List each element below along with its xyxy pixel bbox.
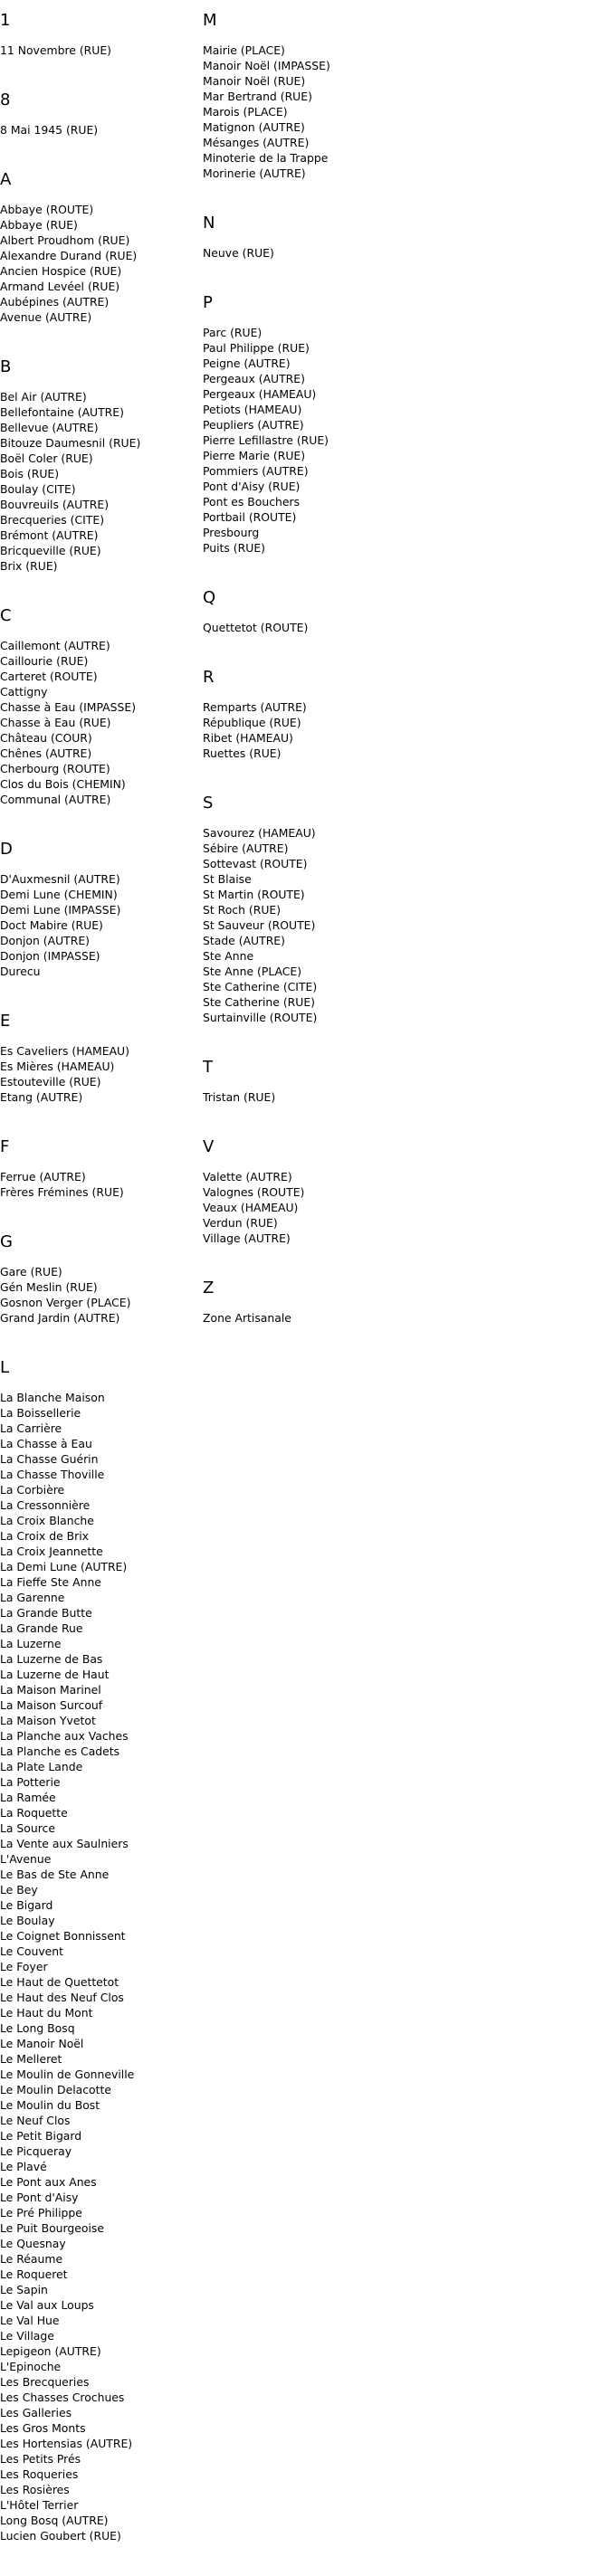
street-name: Es Caveliers (HAMEAU) — [0, 1044, 129, 1058]
street-name: Bricqueville (RUE) — [0, 544, 101, 557]
street-list — [203, 1310, 402, 1326]
letter-group-b — [0, 357, 195, 574]
street-name: Brémont (AUTRE) — [0, 528, 99, 542]
street-name: Albert Proudhom (RUE) — [0, 233, 130, 247]
street-name: Ancien Hospice (RUE) — [0, 264, 122, 278]
street-name: Brecqueries (CITE) — [0, 513, 105, 527]
street-name: Bois (RUE) — [0, 467, 60, 480]
letter-group-r — [203, 668, 402, 761]
street-name: Bellevue (AUTRE) — [0, 421, 99, 434]
street-name: Le Haut du Mont — [0, 2006, 93, 2020]
street-name: La Grande Butte — [0, 1606, 92, 1620]
street-list — [0, 871, 195, 979]
street-name: Ste Anne (PLACE) — [203, 965, 302, 978]
street-name: Surtainville (ROUTE) — [203, 1011, 318, 1024]
street-name: Le Petit Bigard — [0, 2129, 82, 2143]
street-name: Sottevast (ROUTE) — [203, 857, 308, 870]
street-name: Les Roqueries — [0, 2467, 79, 2481]
street-list — [0, 202, 195, 325]
street-name: L'Avenue — [0, 1852, 52, 1866]
street-name: Le Quesnay — [0, 2237, 66, 2250]
street-name: Bellefontaine (AUTRE) — [0, 405, 124, 419]
street-name: Mésanges (AUTRE) — [203, 136, 310, 149]
street-name: Minoterie de la Trappe — [203, 151, 329, 165]
letter-heading: 8 — [0, 90, 11, 109]
street-list — [203, 825, 402, 1025]
street-name: Manoir Noël (RUE) — [203, 74, 306, 88]
street-name: Communal (AUTRE) — [0, 793, 111, 806]
street-name: 8 Mai 1945 (RUE) — [0, 123, 99, 137]
street-list — [0, 389, 195, 574]
street-list — [203, 325, 402, 556]
street-list — [0, 638, 195, 807]
street-name: Ste Anne — [203, 949, 254, 963]
letter-group-a — [0, 170, 195, 325]
street-name: St Blaise — [203, 872, 252, 886]
street-name: Paul Philippe (RUE) — [203, 341, 310, 355]
street-name: Parc (RUE) — [203, 326, 263, 339]
street-name: La Cressonnière — [0, 1498, 91, 1512]
street-name: Le Melleret — [0, 2052, 62, 2066]
street-name: Pierre Lefillastre (RUE) — [203, 433, 329, 447]
street-name: Savourez (HAMEAU) — [203, 826, 316, 840]
street-name: Ste Catherine (CITE) — [203, 980, 318, 993]
letter-heading: D — [0, 840, 13, 859]
street-name: St Martin (ROUTE) — [203, 888, 305, 901]
letter-group-d — [0, 840, 195, 979]
street-name: Château (COUR) — [0, 731, 92, 745]
street-name: Abbaye (RUE) — [0, 218, 78, 232]
street-name: Presbourg — [203, 526, 260, 539]
street-name: Tristan (RUE) — [203, 1090, 276, 1104]
street-name: Etang (AUTRE) — [0, 1090, 83, 1104]
street-name: La Croix Jeannette — [0, 1545, 103, 1558]
street-name: D'Auxmesnil (AUTRE) — [0, 872, 120, 886]
letter-group-e — [0, 1012, 195, 1105]
street-name: Marois (PLACE) — [203, 105, 288, 119]
street-name: Le Coignet Bonnissent — [0, 1929, 126, 1943]
street-name: La Ramée — [0, 1791, 56, 1804]
street-name: Durecu — [0, 965, 41, 978]
street-name: Caillemont (AUTRE) — [0, 639, 110, 652]
letter-group-m — [203, 11, 402, 181]
street-name: La Planche es Cadets — [0, 1744, 120, 1758]
street-list — [0, 1169, 195, 1200]
letter-heading: T — [203, 1058, 213, 1077]
letter-heading: N — [203, 214, 215, 233]
street-name: La Chasse Thoville — [0, 1468, 105, 1481]
street-name: Le Neuf Clos — [0, 2114, 71, 2127]
street-name: Mar Bertrand (RUE) — [203, 90, 312, 103]
street-name: La Chasse à Eau — [0, 1437, 92, 1450]
street-name: Les Chasses Crochues — [0, 2391, 125, 2404]
letter-group-8 — [0, 90, 195, 138]
letter-heading: S — [203, 794, 214, 813]
letter-group-p — [203, 293, 402, 556]
street-name: Pommiers (AUTRE) — [203, 464, 309, 478]
letter-heading: P — [203, 293, 213, 312]
street-list — [203, 620, 402, 635]
letter-heading: V — [203, 1137, 215, 1156]
letter-heading: Q — [203, 588, 216, 607]
street-index-right-column — [203, 11, 402, 1358]
street-name: Grand Jardin (AUTRE) — [0, 1311, 120, 1325]
street-name: Valognes (ROUTE) — [203, 1185, 305, 1199]
street-name: Ste Catherine (RUE) — [203, 995, 315, 1009]
street-name: La Croix Blanche — [0, 1514, 94, 1527]
street-name: Ribet (HAMEAU) — [203, 731, 293, 745]
letter-group-z — [203, 1278, 402, 1326]
letter-group-1 — [0, 11, 195, 58]
street-name: Zone Artisanale — [203, 1311, 291, 1325]
street-name: Quettetot (ROUTE) — [203, 621, 309, 634]
street-name: Le Bigard — [0, 1898, 53, 1912]
street-name: Petiots (HAMEAU) — [203, 403, 302, 416]
street-name: Abbaye (ROUTE) — [0, 203, 94, 216]
letter-group-q — [203, 588, 402, 635]
street-name: Les Hortensias (AUTRE) — [0, 2437, 133, 2450]
street-name: Ferrue (AUTRE) — [0, 1170, 86, 1183]
street-name: L'Hôtel Terrier — [0, 2498, 79, 2512]
street-name: Le Moulin Delacotte — [0, 2083, 111, 2096]
street-name: Le Picqueray — [0, 2144, 72, 2158]
street-name: Bitouze Daumesnil (RUE) — [0, 436, 141, 450]
letter-heading: Z — [203, 1278, 215, 1298]
street-name: La Luzerne — [0, 1637, 62, 1650]
street-name: Pont es Bouchers — [203, 495, 301, 509]
street-name: La Boissellerie — [0, 1406, 81, 1420]
street-name: Le Couvent — [0, 1944, 63, 1958]
street-name: Le Bey — [0, 1883, 38, 1896]
letter-heading: M — [203, 11, 217, 30]
letter-group-t — [203, 1058, 402, 1105]
street-name: Les Galleries — [0, 2406, 72, 2419]
street-name: Alexandre Durand (RUE) — [0, 249, 138, 262]
street-name: La Luzerne de Bas — [0, 1652, 103, 1666]
street-name: Mairie (PLACE) — [203, 43, 285, 57]
street-name: Le Haut de Quettetot — [0, 1975, 119, 1989]
street-name: Le Foyer — [0, 1960, 48, 1973]
street-name: 11 Novembre (RUE) — [0, 43, 112, 57]
street-name: Demi Lune (CHEMIN) — [0, 888, 118, 901]
street-name: Boulay (CITE) — [0, 482, 76, 496]
street-name: St Roch (RUE) — [203, 903, 282, 917]
street-name: République (RUE) — [203, 716, 301, 729]
street-list — [203, 245, 402, 261]
street-list — [203, 699, 402, 761]
street-name: Lucien Goubert (RUE) — [0, 2529, 121, 2543]
street-name: Le Pont d'Aisy — [0, 2191, 79, 2204]
street-name: Le Pré Philippe — [0, 2206, 82, 2220]
street-name: La Vente aux Saulniers — [0, 1837, 129, 1850]
street-name: La Corbière — [0, 1483, 65, 1497]
street-name: Estouteville (RUE) — [0, 1075, 101, 1088]
street-name: Cattigny — [0, 685, 48, 699]
street-name: Avenue (AUTRE) — [0, 310, 92, 324]
street-name: La Chasse Guérin — [0, 1452, 99, 1466]
street-list — [0, 1390, 195, 2543]
street-name: La Maison Surcouf — [0, 1698, 103, 1712]
street-index-left-column — [0, 11, 195, 2576]
street-name: Matignon (AUTRE) — [203, 120, 305, 134]
street-name: Pergeaux (AUTRE) — [203, 372, 305, 385]
street-name: La Fieffe Ste Anne — [0, 1575, 101, 1589]
street-name: Les Gros Monts — [0, 2421, 86, 2435]
street-name: Gare (RUE) — [0, 1265, 62, 1278]
street-name: Les Brecqueries — [0, 2375, 90, 2389]
street-name: Le Haut des Neuf Clos — [0, 1991, 124, 2004]
street-name: Clos du Bois (CHEMIN) — [0, 777, 126, 791]
street-name: Bel Air (AUTRE) — [0, 390, 87, 404]
street-list — [0, 1043, 195, 1105]
street-name: La Blanche Maison — [0, 1391, 105, 1404]
street-name: La Carrière — [0, 1421, 62, 1435]
letter-heading: L — [0, 1358, 10, 1377]
street-name: La Source — [0, 1821, 55, 1835]
letter-group-v — [203, 1137, 402, 1246]
street-name: Aubépines (AUTRE) — [0, 295, 110, 309]
street-name: La Maison Yvetot — [0, 1714, 96, 1727]
street-name: Brix (RUE) — [0, 559, 58, 573]
street-name: L'Epinoche — [0, 2360, 62, 2373]
street-name: Le Bas de Ste Anne — [0, 1868, 110, 1881]
letter-group-f — [0, 1137, 195, 1200]
street-name: Le Sapin — [0, 2283, 48, 2296]
street-name: Chasse à Eau (RUE) — [0, 716, 111, 729]
street-name: Lepigeon (AUTRE) — [0, 2344, 101, 2358]
street-name: Pont d'Aisy (RUE) — [203, 480, 301, 493]
street-name: Portbail (ROUTE) — [203, 510, 297, 524]
street-name: Les Petits Prés — [0, 2452, 81, 2466]
letter-heading: F — [0, 1137, 10, 1156]
street-name: Le Boulay — [0, 1914, 55, 1927]
street-list — [203, 1169, 402, 1246]
street-name: Morinerie (AUTRE) — [203, 166, 306, 180]
street-name: Le Village — [0, 2329, 54, 2343]
street-name: La Garenne — [0, 1591, 65, 1604]
street-name: Gén Meslin (RUE) — [0, 1280, 98, 1294]
street-name: La Demi Lune (AUTRE) — [0, 1560, 128, 1573]
street-name: Le Réaume — [0, 2252, 63, 2266]
letter-group-l — [0, 1358, 195, 2543]
street-name: Armand Levéel (RUE) — [0, 280, 120, 293]
street-name: La Maison Marinel — [0, 1683, 101, 1697]
street-name: Donjon (AUTRE) — [0, 934, 91, 947]
street-name: Le Val aux Loups — [0, 2298, 94, 2312]
street-name: Le Puit Bourgeoise — [0, 2221, 104, 2235]
street-name: Puits (RUE) — [203, 541, 265, 555]
street-name: La Planche aux Vaches — [0, 1729, 129, 1743]
street-name: Les Rosières — [0, 2483, 70, 2496]
letter-heading: 1 — [0, 11, 11, 30]
street-name: Cherbourg (ROUTE) — [0, 762, 110, 775]
street-name: Sébire (AUTRE) — [203, 841, 289, 855]
street-name: Village (AUTRE) — [203, 1231, 291, 1245]
street-name: Caillourie (RUE) — [0, 654, 89, 668]
street-name: Remparts (AUTRE) — [203, 700, 307, 714]
street-name: Ruettes (RUE) — [203, 746, 282, 760]
street-name: Bouvreuils (AUTRE) — [0, 498, 110, 511]
street-name: Le Long Bosq — [0, 2021, 75, 2035]
street-name: La Croix de Brix — [0, 1529, 89, 1543]
letter-group-g — [0, 1232, 195, 1326]
street-name: Demi Lune (IMPASSE) — [0, 903, 121, 917]
street-name: Carteret (ROUTE) — [0, 670, 98, 683]
street-name: Le Roqueret — [0, 2267, 68, 2281]
street-name: Le Moulin de Gonneville — [0, 2067, 135, 2081]
street-name: Chênes (AUTRE) — [0, 746, 92, 760]
street-name: Donjon (IMPASSE) — [0, 949, 100, 963]
street-name: St Sauveur (ROUTE) — [203, 918, 316, 932]
street-name: La Luzerne de Haut — [0, 1668, 110, 1681]
street-name: Peigne (AUTRE) — [203, 356, 291, 370]
street-name: Neuve (RUE) — [203, 246, 274, 260]
street-name: Valette (AUTRE) — [203, 1170, 292, 1183]
letter-group-c — [0, 606, 195, 807]
letter-heading: B — [0, 357, 12, 376]
letter-heading: C — [0, 606, 12, 625]
letter-group-s — [203, 794, 402, 1025]
street-list — [0, 1264, 195, 1326]
letter-group-n — [203, 214, 402, 261]
letter-heading: G — [0, 1232, 13, 1251]
street-name: Doct Mabire (RUE) — [0, 918, 103, 932]
street-name: Pierre Marie (RUE) — [203, 449, 306, 462]
letter-heading: E — [0, 1012, 11, 1031]
street-name: La Potterie — [0, 1775, 61, 1789]
street-name: Pergeaux (HAMEAU) — [203, 387, 317, 401]
letter-heading: R — [203, 668, 215, 687]
street-name: Gosnon Verger (PLACE) — [0, 1296, 131, 1309]
street-name: La Plate Lande — [0, 1760, 83, 1773]
street-name: Le Val Hue — [0, 2314, 60, 2327]
street-name: Veaux (HAMEAU) — [203, 1201, 299, 1214]
street-name: Peupliers (AUTRE) — [203, 418, 304, 432]
street-name: Le Plavé — [0, 2160, 47, 2173]
street-name: Boël Coler (RUE) — [0, 452, 93, 465]
letter-heading: A — [0, 170, 12, 189]
street-name: La Grande Rue — [0, 1621, 83, 1635]
street-list — [0, 43, 195, 58]
street-name: Stade (AUTRE) — [203, 934, 285, 947]
street-name: Long Bosq (AUTRE) — [0, 2514, 109, 2527]
street-name: Le Moulin du Bost — [0, 2098, 100, 2112]
street-name: La Roquette — [0, 1806, 68, 1820]
street-name: Verdun (RUE) — [203, 1216, 278, 1230]
street-name: Chasse à Eau (IMPASSE) — [0, 700, 137, 714]
street-name: Manoir Noël (IMPASSE) — [203, 59, 330, 72]
street-name: Le Pont aux Anes — [0, 2175, 97, 2189]
street-list — [203, 43, 402, 181]
street-name: Le Manoir Noël — [0, 2037, 84, 2050]
street-name: Frères Frémines (RUE) — [0, 1185, 124, 1199]
street-list — [0, 122, 195, 138]
street-list — [203, 1089, 402, 1105]
street-name: Es Mières (HAMEAU) — [0, 1060, 115, 1073]
